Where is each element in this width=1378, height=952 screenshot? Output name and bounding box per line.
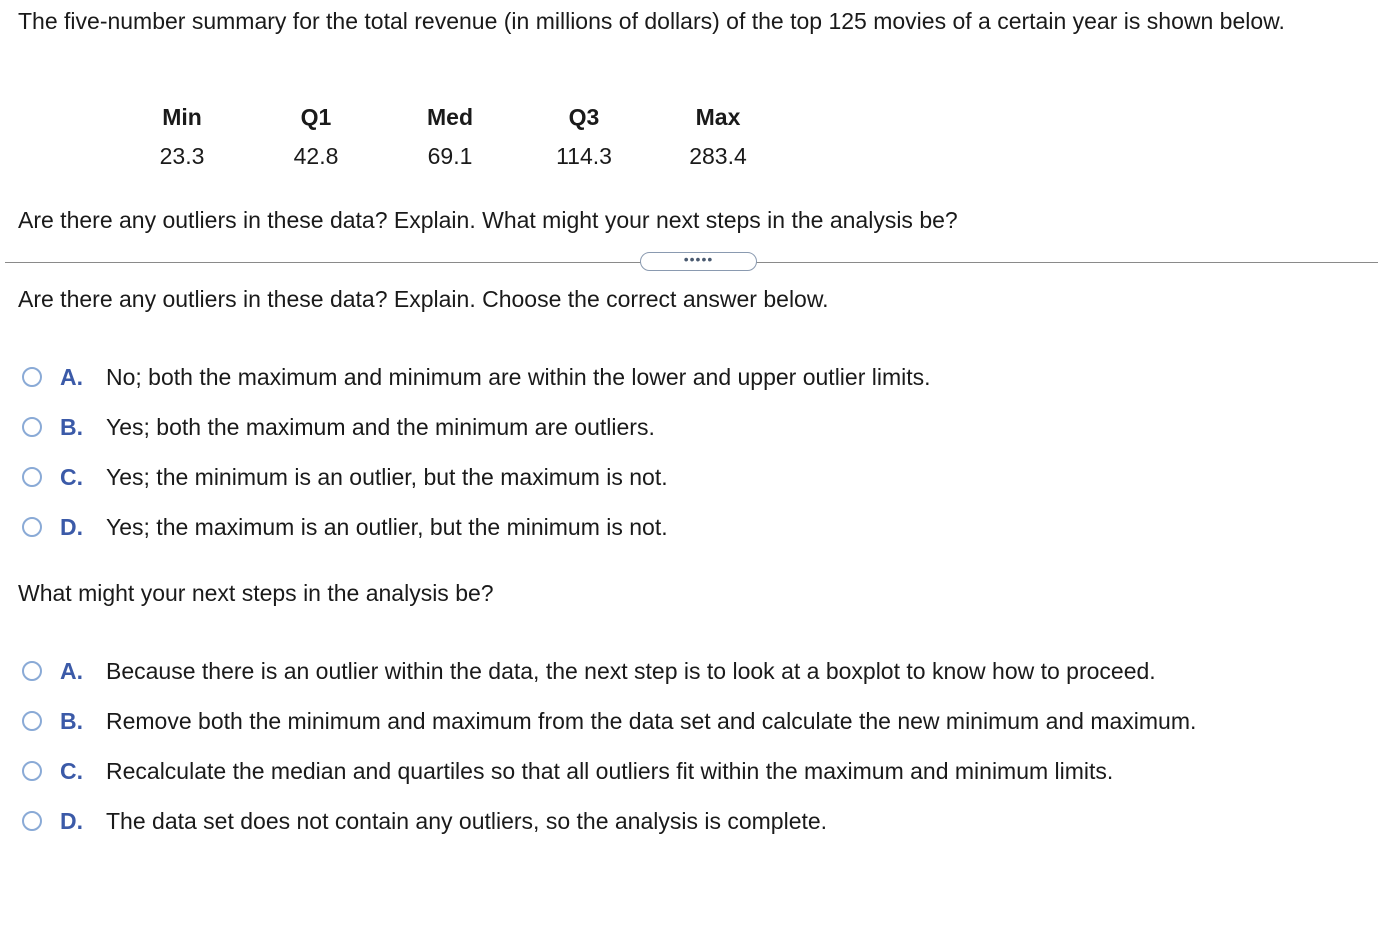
part2-option-b[interactable] bbox=[22, 696, 1196, 746]
option-letter: D. bbox=[60, 807, 83, 834]
part1-option-a[interactable] bbox=[22, 352, 931, 402]
header-min: Min bbox=[162, 103, 202, 130]
main-question: Are there any outliers in these data? Explain. What might your next steps in the analysis be? bbox=[18, 207, 958, 233]
value-med: 69.1 bbox=[427, 142, 473, 169]
radio-button[interactable] bbox=[22, 417, 42, 437]
part1-option-c[interactable] bbox=[22, 452, 931, 502]
part1-option-b[interactable] bbox=[22, 402, 931, 452]
five-number-summary-table bbox=[115, 98, 785, 176]
header-q1: Q1 bbox=[300, 103, 332, 130]
value-min: 23.3 bbox=[159, 142, 205, 169]
option-letter: B. bbox=[60, 413, 83, 440]
radio-button[interactable] bbox=[22, 661, 42, 681]
option-text: Recalculate the median and quartiles so that all outliers fit within the maximum and minimum limits. bbox=[106, 757, 1114, 784]
table-header-row bbox=[115, 98, 785, 136]
part2-prompt: What might your next steps in the analysis be? bbox=[18, 580, 494, 606]
radio-button[interactable] bbox=[22, 711, 42, 731]
ellipsis-icon: ••••• bbox=[683, 250, 714, 267]
value-q1: 42.8 bbox=[293, 142, 339, 169]
radio-button[interactable] bbox=[22, 761, 42, 781]
radio-button[interactable] bbox=[22, 811, 42, 831]
radio-button[interactable] bbox=[22, 467, 42, 487]
option-text: Yes; both the maximum and the minimum are outliers. bbox=[106, 413, 655, 440]
radio-button[interactable] bbox=[22, 367, 42, 387]
part2-option-a[interactable] bbox=[22, 646, 1196, 696]
value-q3: 114.3 bbox=[556, 142, 612, 169]
table-value-row bbox=[115, 136, 785, 176]
part2-option-d[interactable] bbox=[22, 796, 1196, 846]
option-text: Remove both the minimum and maximum from the data set and calculate the new minimum and maximum. bbox=[106, 707, 1197, 734]
expand-toggle-button[interactable] bbox=[640, 252, 757, 271]
option-text: The data set does not contain any outliers, so the analysis is complete. bbox=[106, 807, 828, 834]
header-med: Med bbox=[427, 103, 473, 130]
value-max: 283.4 bbox=[689, 142, 747, 169]
problem-intro: The five-number summary for the total revenue (in millions of dollars) of the top 125 movies of a certain year is shown below. bbox=[18, 8, 1285, 34]
part2-option-c[interactable] bbox=[22, 746, 1196, 796]
header-q3: Q3 bbox=[568, 103, 600, 130]
option-letter: D. bbox=[60, 513, 83, 540]
header-max: Max bbox=[695, 103, 741, 130]
option-letter: A. bbox=[60, 657, 83, 684]
option-text: Because there is an outlier within the data, the next step is to look at a boxplot to know how to proceed. bbox=[106, 657, 1156, 684]
option-letter: C. bbox=[60, 463, 83, 490]
option-text: Yes; the maximum is an outlier, but the minimum is not. bbox=[106, 513, 668, 540]
option-text: Yes; the minimum is an outlier, but the maximum is not. bbox=[106, 463, 668, 490]
part1-options bbox=[22, 352, 931, 552]
radio-button[interactable] bbox=[22, 517, 42, 537]
part1-option-d[interactable] bbox=[22, 502, 931, 552]
option-text: No; both the maximum and minimum are within the lower and upper outlier limits. bbox=[106, 363, 931, 390]
option-letter: B. bbox=[60, 707, 83, 734]
part2-options bbox=[22, 646, 1196, 846]
part1-prompt: Are there any outliers in these data? Explain. Choose the correct answer below. bbox=[18, 286, 829, 312]
option-letter: C. bbox=[60, 757, 83, 784]
option-letter: A. bbox=[60, 363, 83, 390]
